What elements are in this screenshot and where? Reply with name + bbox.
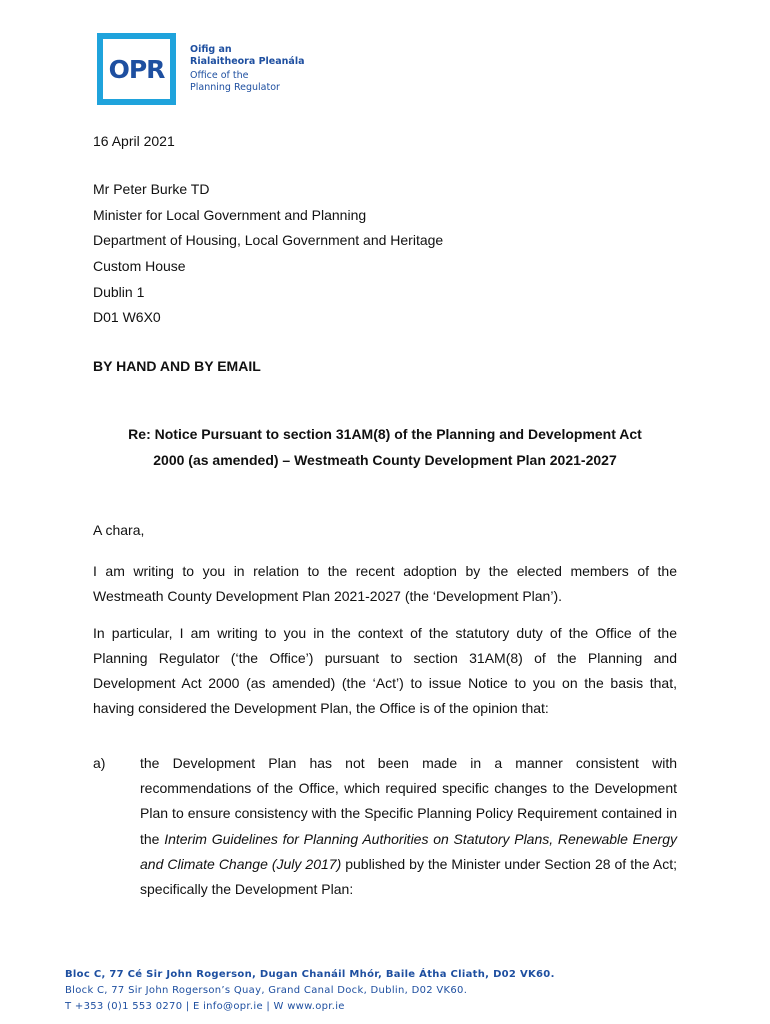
- item-a-text-after: published by the Minister under Section 28 of the Act; specifically the Development Plan:: [140, 855, 677, 898]
- subject-line2: 2000 (as amended) – Westmeath County Development Plan 2021-2027: [153, 452, 617, 468]
- opr-logo: [97, 33, 305, 105]
- address-line: Custom House: [93, 258, 186, 275]
- address-line: Mr Peter Burke TD: [93, 181, 210, 197]
- address-line: D01 W6X0: [93, 309, 161, 326]
- opr-logo-text: OPR: [108, 54, 165, 84]
- item-a-text-before: the Development Plan has not been made in a manner consistent with recommendations of the Office, which required specific changes to the Development Plan to ensure consistency with the Specific Planning Policy Requirement contained in the: [140, 755, 677, 847]
- letter-footer: [65, 967, 555, 1015]
- logo-irish-line1: Oifig an: [190, 44, 232, 55]
- paragraph-2: In particular, I am writing to you in the context of the statutory duty of the Office of the Planning Regulator (‘the Office’) pursuant to section 31AM(8) of the Planning and Development Act 2000 (as amended) (the ‘Act’) to issue Notice to you on the basis that, having considered the Development Plan, the Office is of the opinion that:: [93, 625, 677, 716]
- list-marker-a: a): [93, 755, 106, 771]
- address-line: Department of Housing, Local Government and Heritage: [93, 232, 444, 249]
- list-item-a-body: [140, 751, 677, 902]
- letter-date: 16 April 2021: [93, 133, 175, 149]
- logo-english-line1: Office of the: [190, 70, 249, 81]
- delivery-note: BY HAND AND BY EMAIL: [93, 358, 261, 374]
- paragraph-1: I am writing to you in relation to the recent adoption by the elected members of the Westmeath County Development Plan 2021-2027 (the ‘Development Plan’).: [93, 563, 677, 604]
- subject-heading: [93, 421, 677, 473]
- salutation: A chara,: [93, 522, 145, 538]
- subject-line1: Re: Notice Pursuant to section 31AM(8) of the Planning and Development Act: [128, 426, 642, 442]
- address-line: Dublin 1: [93, 283, 145, 300]
- footer-address-english: Block C, 77 Sir John Rogerson’s Quay, Grand Canal Dock, Dublin, D02 VK60.: [65, 985, 468, 996]
- footer-contact: T +353 (0)1 553 0270 | E info@opr.ie | W www.opr.ie: [65, 1001, 345, 1012]
- logo-irish-line2: Rialaitheora Pleanála: [190, 56, 305, 67]
- recipient-address: [93, 181, 443, 335]
- address-line: Minister for Local Government and Planning: [93, 206, 367, 223]
- item-a-guidelines-title: Interim Guidelines for Planning Authorities on Statutory Plans, Renewable Energy and Climate Change (July 2017): [140, 830, 677, 872]
- opr-logo-names: [190, 44, 305, 94]
- footer-address-irish: Bloc C, 77 Cé Sir John Rogerson, Dugan Chanáil Mhór, Baile Átha Cliath, D02 VK60.: [65, 969, 555, 980]
- opr-logo-mark: [97, 33, 176, 105]
- logo-english-line2: Planning Regulator: [190, 82, 280, 93]
- list-item-a: [93, 751, 677, 902]
